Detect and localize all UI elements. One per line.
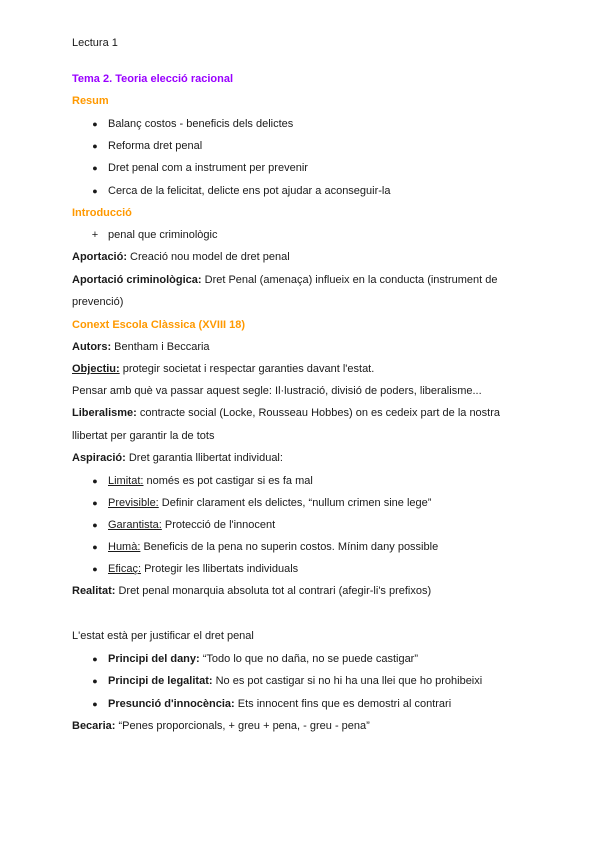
term: Principi del dany: [108, 653, 200, 665]
bullet-icon: ● [92, 186, 98, 196]
bullet-icon: ● [92, 163, 98, 173]
label: Aspiració: [72, 452, 126, 464]
section-heading-context: Conext Escola Clàssica (XVIII 18) [72, 319, 246, 331]
text: Beneficis de la pena no superin costos. Mínim dany possible [140, 541, 439, 553]
bullet-icon: ● [92, 119, 98, 129]
section-heading-introduccio: Introducció [72, 207, 132, 219]
text: Definir clarament els delictes, “nullum crimen sine lege” [158, 497, 432, 509]
text: Ets innocent fins que es demostri al contrari [234, 698, 452, 710]
bullet-icon: ● [92, 654, 98, 664]
paragraph-liberalisme [72, 406, 500, 420]
list-item: penal que criminològic [108, 229, 218, 241]
list-item [108, 697, 451, 711]
text: Creació nou model de dret penal [127, 251, 290, 263]
list-item [108, 474, 313, 488]
text: protegir societat i respectar garanties davant l'estat. [119, 363, 375, 375]
paragraph-aspiracio [72, 451, 283, 465]
text: Dret penal monarquia absoluta tot al contrari (afegir-li's prefixos) [115, 585, 432, 597]
text: Protegir les llibertats individuals [141, 563, 299, 575]
list-item [108, 540, 438, 554]
list-item: Cerca de la felicitat, delicte ens pot ajudar a aconseguir-la [108, 185, 391, 197]
paragraph-pensar: Pensar amb què va passar aquest segle: Il·lustració, divisió de poders, liberalisme... [72, 385, 482, 397]
term: Garantista: [108, 519, 162, 531]
term: Humà: [108, 541, 141, 553]
plus-icon: + [91, 229, 99, 241]
text: Dret Penal (amenaça) influeix en la conducta (instrument de [201, 274, 498, 286]
list-item: Reforma dret penal [108, 140, 203, 152]
text: Dret garantia llibertat individual: [125, 452, 283, 464]
label: Realitat: [72, 585, 116, 597]
paragraph-estat: L'estat està per justificar el dret penal [72, 630, 254, 642]
bullet-icon: ● [92, 564, 98, 574]
list-item [108, 496, 431, 510]
text: No es pot castigar si no hi ha una llei que ho prohibeixi [212, 675, 483, 687]
label: Autors: [72, 341, 112, 353]
paragraph-continuation: llibertat per garantir la de tots [72, 430, 215, 442]
bullet-icon: ● [92, 476, 98, 486]
label: Liberalisme: [72, 407, 137, 419]
paragraph-realitat [72, 584, 431, 598]
text: Protecció de l'innocent [161, 519, 276, 531]
bullet-icon: ● [92, 520, 98, 530]
document-header: Lectura 1 [72, 37, 118, 49]
label: Aportació criminològica: [72, 274, 202, 286]
text: “Todo lo que no daña, no se puede castigar” [199, 653, 419, 665]
list-item [108, 652, 418, 666]
list-item [108, 562, 298, 576]
paragraph-aportacio-criminologica [72, 273, 498, 287]
bullet-icon: ● [92, 676, 98, 686]
page-title: Tema 2. Teoria elecció racional [72, 73, 233, 85]
list-item [108, 518, 275, 532]
paragraph-becaria [72, 719, 370, 733]
paragraph-continuation: prevenció) [72, 296, 124, 308]
bullet-icon: ● [92, 542, 98, 552]
term: Limitat: [108, 475, 144, 487]
bullet-icon: ● [92, 498, 98, 508]
label: Objectiu: [72, 363, 120, 375]
term: Principi de legalitat: [108, 675, 213, 687]
bullet-icon: ● [92, 141, 98, 151]
label: Aportació: [72, 251, 127, 263]
paragraph-aportacio [72, 250, 290, 264]
paragraph-autors [72, 340, 210, 354]
paragraph-objectiu [72, 362, 374, 376]
label: Becaria: [72, 720, 116, 732]
text: només es pot castigar si es fa mal [143, 475, 313, 487]
list-item: Dret penal com a instrument per prevenir [108, 162, 308, 174]
text: contracte social (Locke, Rousseau Hobbes) on es cedeix part de la nostra [136, 407, 501, 419]
term: Previsible: [108, 497, 159, 509]
list-item: Balanç costos - beneficis dels delictes [108, 118, 294, 130]
text: Bentham i Beccaria [111, 341, 210, 353]
term: Eficaç: [108, 563, 142, 575]
section-heading-resum: Resum [72, 95, 109, 107]
bullet-icon: ● [92, 699, 98, 709]
list-item [108, 674, 482, 688]
text: “Penes proporcionals, + greu + pena, - greu - pena” [115, 720, 370, 732]
term: Presunció d'innocència: [108, 698, 235, 710]
